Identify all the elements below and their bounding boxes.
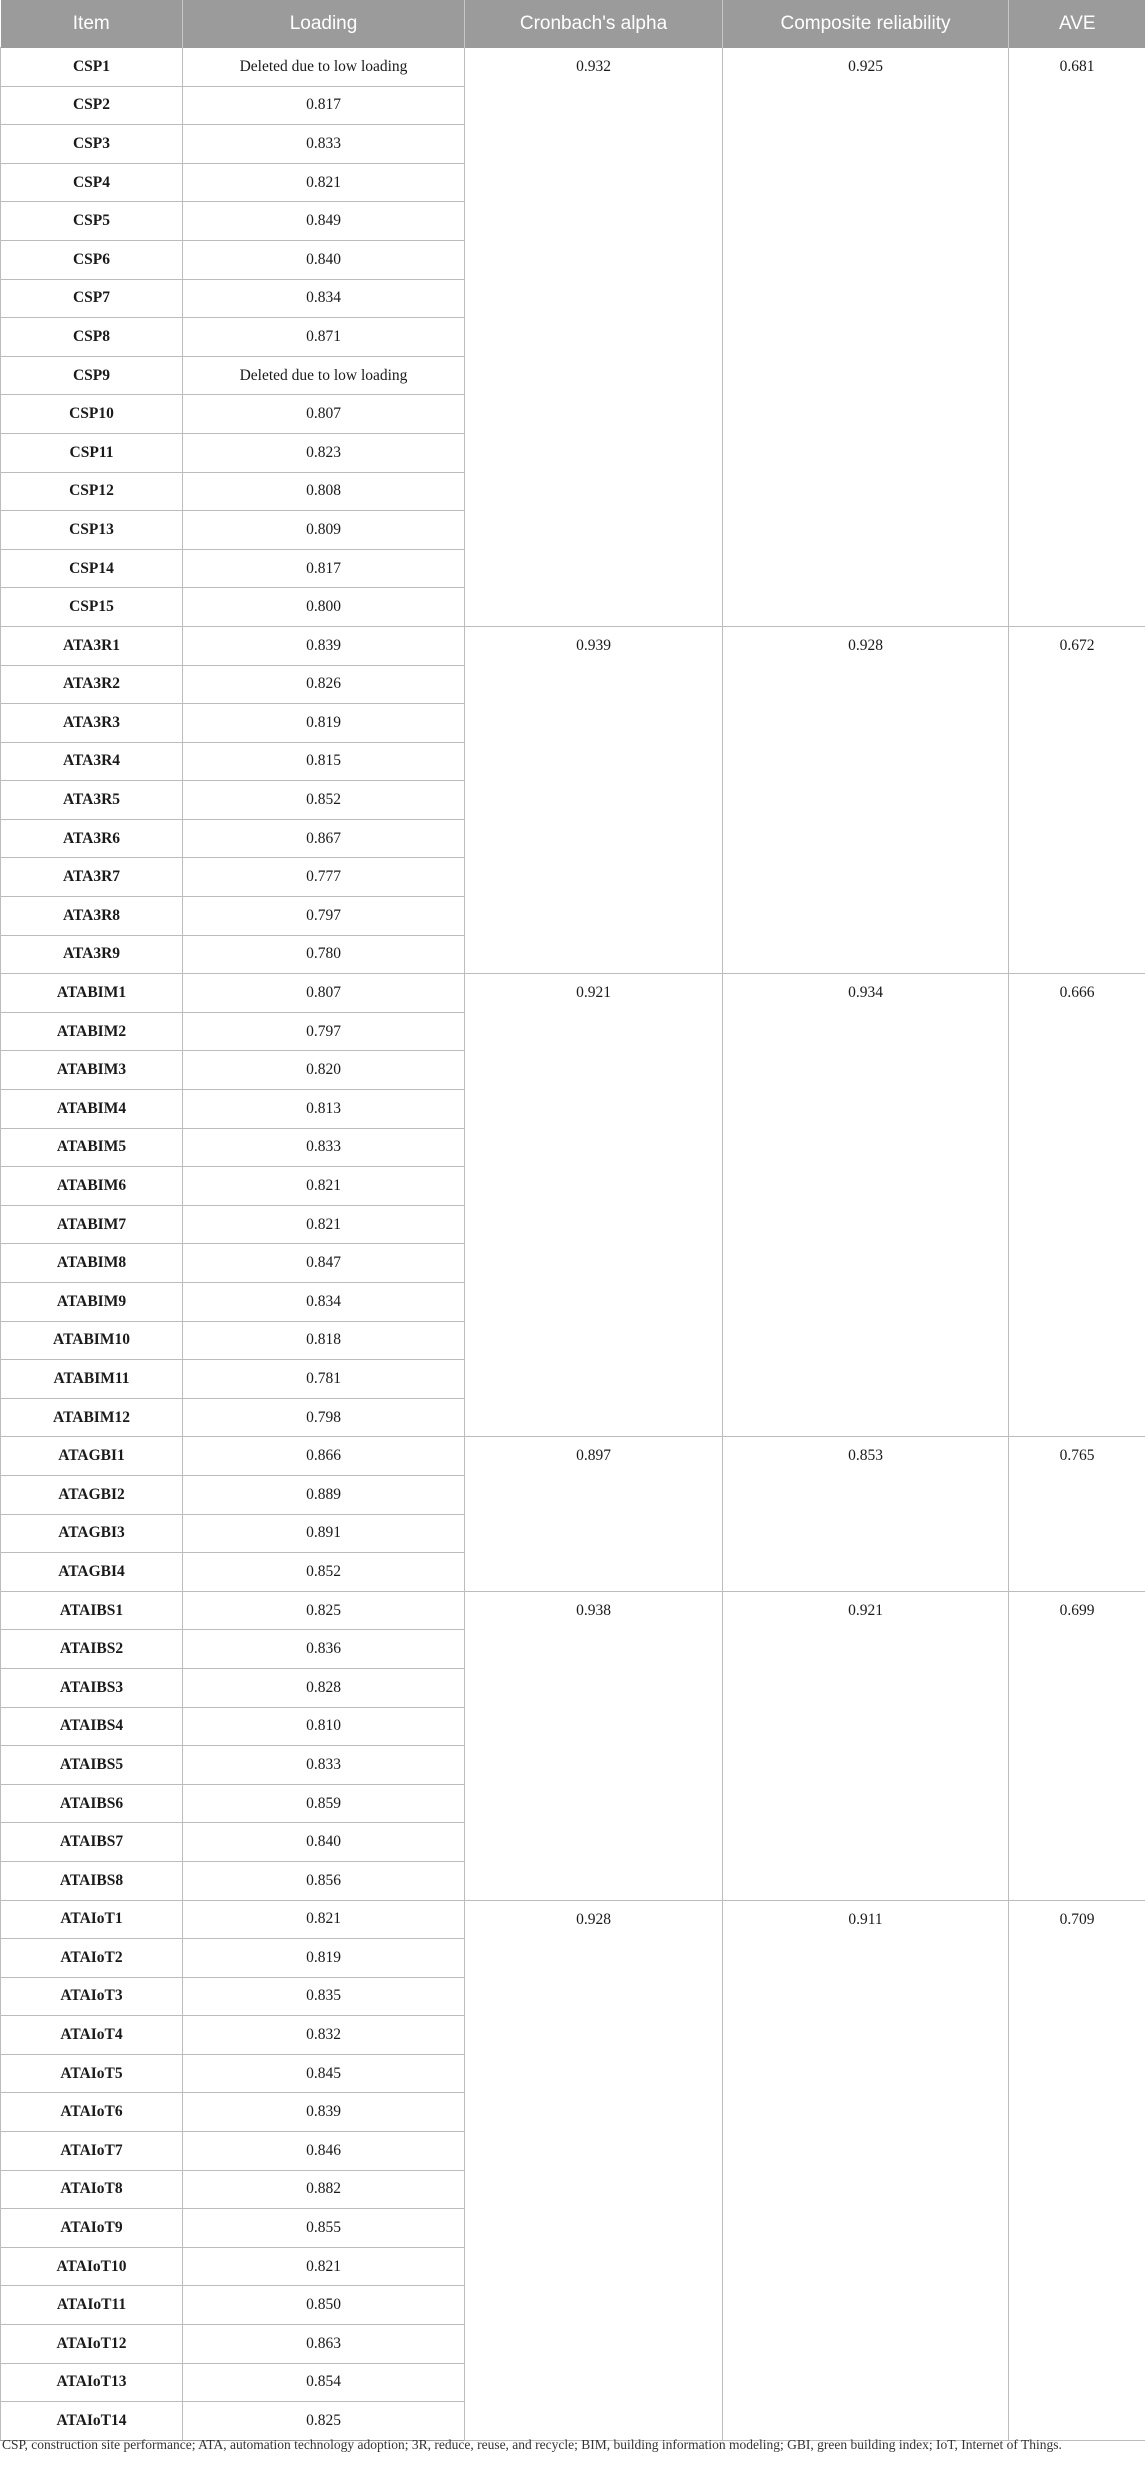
item-cell: ATABIM12	[1, 1398, 183, 1437]
item-cell: ATAIoT12	[1, 2325, 183, 2364]
loading-cell: 0.781	[183, 1360, 465, 1399]
item-cell: CSP7	[1, 279, 183, 318]
item-cell: CSP9	[1, 356, 183, 395]
item-cell: CSP1	[1, 48, 183, 87]
item-cell: CSP6	[1, 240, 183, 279]
header-ave: AVE	[1009, 0, 1145, 48]
item-cell: ATAIBS8	[1, 1861, 183, 1900]
composite-reliability-cell: 0.925	[723, 48, 1009, 627]
table-header	[1, 0, 1145, 48]
header-composite-reliability: Composite reliability	[723, 0, 1009, 48]
ave-cell: 0.672	[1009, 626, 1145, 973]
table-row	[1, 626, 1145, 665]
item-cell: ATA3R2	[1, 665, 183, 704]
item-cell: ATABIM4	[1, 1090, 183, 1129]
cronbachs-alpha-cell: 0.939	[465, 626, 723, 973]
loading-cell: 0.821	[183, 163, 465, 202]
header-loading: Loading	[183, 0, 465, 48]
loading-cell: 0.863	[183, 2325, 465, 2364]
cronbachs-alpha-cell: 0.921	[465, 974, 723, 1437]
item-cell: ATAIoT5	[1, 2054, 183, 2093]
loading-cell: 0.780	[183, 935, 465, 974]
loading-cell: 0.833	[183, 1128, 465, 1167]
loading-cell: 0.882	[183, 2170, 465, 2209]
item-cell: ATAIBS4	[1, 1707, 183, 1746]
loading-cell: 0.807	[183, 974, 465, 1013]
ave-cell: 0.699	[1009, 1591, 1145, 1900]
item-cell: CSP10	[1, 395, 183, 434]
table-row	[1, 1900, 1145, 1939]
table-row	[1, 974, 1145, 1013]
item-cell: ATAIoT1	[1, 1900, 183, 1939]
item-cell: CSP12	[1, 472, 183, 511]
loading-cell: 0.833	[183, 125, 465, 164]
ave-cell: 0.666	[1009, 974, 1145, 1437]
loading-cell: 0.889	[183, 1475, 465, 1514]
item-cell: ATABIM6	[1, 1167, 183, 1206]
table-footnote: CSP, construction site performance; ATA, automation technology adoption; 3R, reduce, reuse, and recycle; BIM, building information modeling; GBI, green building index; IoT, Internet of Things.	[2, 2437, 1062, 2452]
item-cell: CSP4	[1, 163, 183, 202]
loading-cell: 0.854	[183, 2363, 465, 2402]
table-body	[1, 48, 1145, 2441]
loading-cell: 0.832	[183, 2016, 465, 2055]
item-cell: CSP3	[1, 125, 183, 164]
item-cell: ATABIM8	[1, 1244, 183, 1283]
loading-cell: 0.871	[183, 318, 465, 357]
loading-cell: 0.808	[183, 472, 465, 511]
loading-cell: Deleted due to low loading	[183, 48, 465, 87]
loading-cell: 0.840	[183, 1823, 465, 1862]
loading-cell: 0.852	[183, 1553, 465, 1592]
loading-cell: 0.797	[183, 897, 465, 936]
loading-cell: 0.819	[183, 704, 465, 743]
ave-cell: 0.709	[1009, 1900, 1145, 2440]
item-cell: ATAIBS1	[1, 1591, 183, 1630]
item-cell: ATAIoT11	[1, 2286, 183, 2325]
loading-cell: 0.891	[183, 1514, 465, 1553]
loading-cell: 0.850	[183, 2286, 465, 2325]
item-cell: ATAIoT2	[1, 1939, 183, 1978]
loading-cell: 0.821	[183, 1900, 465, 1939]
ave-cell: 0.765	[1009, 1437, 1145, 1591]
loading-cell: 0.809	[183, 511, 465, 550]
loading-cell: 0.821	[183, 1167, 465, 1206]
composite-reliability-cell: 0.921	[723, 1591, 1009, 1900]
cronbachs-alpha-cell: 0.932	[465, 48, 723, 627]
loading-cell: 0.821	[183, 1205, 465, 1244]
item-cell: ATABIM9	[1, 1283, 183, 1322]
loading-cell: 0.833	[183, 1746, 465, 1785]
table-row	[1, 48, 1145, 87]
loading-cell: 0.825	[183, 2402, 465, 2441]
item-cell: ATABIM5	[1, 1128, 183, 1167]
item-cell: CSP2	[1, 86, 183, 125]
item-cell: ATAIoT6	[1, 2093, 183, 2132]
loading-cell: 0.810	[183, 1707, 465, 1746]
loading-cell: 0.845	[183, 2054, 465, 2093]
cronbachs-alpha-cell: 0.938	[465, 1591, 723, 1900]
loading-cell: 0.835	[183, 1977, 465, 2016]
item-cell: ATAGBI1	[1, 1437, 183, 1476]
composite-reliability-cell: 0.911	[723, 1900, 1009, 2440]
item-cell: CSP13	[1, 511, 183, 550]
loading-cell: 0.828	[183, 1668, 465, 1707]
loading-cell: 0.818	[183, 1321, 465, 1360]
item-cell: ATAIBS2	[1, 1630, 183, 1669]
item-cell: ATAGBI3	[1, 1514, 183, 1553]
loading-cell: 0.856	[183, 1861, 465, 1900]
item-cell: ATA3R6	[1, 819, 183, 858]
item-cell: ATAIBS3	[1, 1668, 183, 1707]
item-cell: ATAIoT4	[1, 2016, 183, 2055]
loading-cell: 0.815	[183, 742, 465, 781]
loading-cell: 0.825	[183, 1591, 465, 1630]
cronbachs-alpha-cell: 0.897	[465, 1437, 723, 1591]
item-cell: ATA3R1	[1, 626, 183, 665]
loading-cell: 0.852	[183, 781, 465, 820]
header-item: Item	[1, 0, 183, 48]
loading-cell: 0.817	[183, 86, 465, 125]
item-cell: ATA3R3	[1, 704, 183, 743]
ave-cell: 0.681	[1009, 48, 1145, 627]
loading-cell: Deleted due to low loading	[183, 356, 465, 395]
header-cronbachs-alpha: Cronbach's alpha	[465, 0, 723, 48]
table-row	[1, 1591, 1145, 1630]
loading-cell: 0.855	[183, 2209, 465, 2248]
item-cell: ATAIoT8	[1, 2170, 183, 2209]
item-cell: ATABIM7	[1, 1205, 183, 1244]
loading-cell: 0.840	[183, 240, 465, 279]
item-cell: ATAGBI4	[1, 1553, 183, 1592]
loading-cell: 0.819	[183, 1939, 465, 1978]
item-cell: ATABIM2	[1, 1012, 183, 1051]
header-row	[1, 0, 1145, 48]
item-cell: ATABIM3	[1, 1051, 183, 1090]
loading-cell: 0.821	[183, 2247, 465, 2286]
item-cell: ATA3R5	[1, 781, 183, 820]
item-cell: ATA3R8	[1, 897, 183, 936]
loading-cell: 0.866	[183, 1437, 465, 1476]
item-cell: ATAIoT9	[1, 2209, 183, 2248]
composite-reliability-cell: 0.853	[723, 1437, 1009, 1591]
loading-cell: 0.849	[183, 202, 465, 241]
composite-reliability-cell: 0.928	[723, 626, 1009, 973]
item-cell: ATA3R4	[1, 742, 183, 781]
loading-cell: 0.817	[183, 549, 465, 588]
loading-cell: 0.839	[183, 2093, 465, 2132]
loading-cell: 0.867	[183, 819, 465, 858]
item-cell: ATAIoT3	[1, 1977, 183, 2016]
cronbachs-alpha-cell: 0.928	[465, 1900, 723, 2440]
loading-cell: 0.834	[183, 1283, 465, 1322]
loading-cell: 0.859	[183, 1784, 465, 1823]
item-cell: ATABIM10	[1, 1321, 183, 1360]
item-cell: CSP8	[1, 318, 183, 357]
item-cell: CSP11	[1, 433, 183, 472]
loading-cell: 0.826	[183, 665, 465, 704]
item-cell: ATAIoT10	[1, 2247, 183, 2286]
item-cell: ATABIM1	[1, 974, 183, 1013]
composite-reliability-cell: 0.934	[723, 974, 1009, 1437]
item-cell: ATA3R7	[1, 858, 183, 897]
item-cell: ATAIoT7	[1, 2132, 183, 2171]
item-cell: CSP5	[1, 202, 183, 241]
loading-cell: 0.820	[183, 1051, 465, 1090]
table-row	[1, 1437, 1145, 1476]
item-cell: ATAIBS5	[1, 1746, 183, 1785]
loading-cell: 0.798	[183, 1398, 465, 1437]
item-cell: ATAIBS6	[1, 1784, 183, 1823]
item-cell: CSP14	[1, 549, 183, 588]
item-cell: ATAIoT13	[1, 2363, 183, 2402]
loading-cell: 0.813	[183, 1090, 465, 1129]
item-cell: CSP15	[1, 588, 183, 627]
item-cell: ATAGBI2	[1, 1475, 183, 1514]
item-cell: ATA3R9	[1, 935, 183, 974]
loading-cell: 0.836	[183, 1630, 465, 1669]
item-cell: ATABIM11	[1, 1360, 183, 1399]
item-cell: ATAIBS7	[1, 1823, 183, 1862]
loading-cell: 0.846	[183, 2132, 465, 2171]
loading-cell: 0.839	[183, 626, 465, 665]
loading-cell: 0.834	[183, 279, 465, 318]
loading-cell: 0.777	[183, 858, 465, 897]
loading-cell: 0.800	[183, 588, 465, 627]
loading-cell: 0.797	[183, 1012, 465, 1051]
loading-cell: 0.807	[183, 395, 465, 434]
loading-cell: 0.823	[183, 433, 465, 472]
loading-cell: 0.847	[183, 1244, 465, 1283]
item-cell: ATAIoT14	[1, 2402, 183, 2441]
